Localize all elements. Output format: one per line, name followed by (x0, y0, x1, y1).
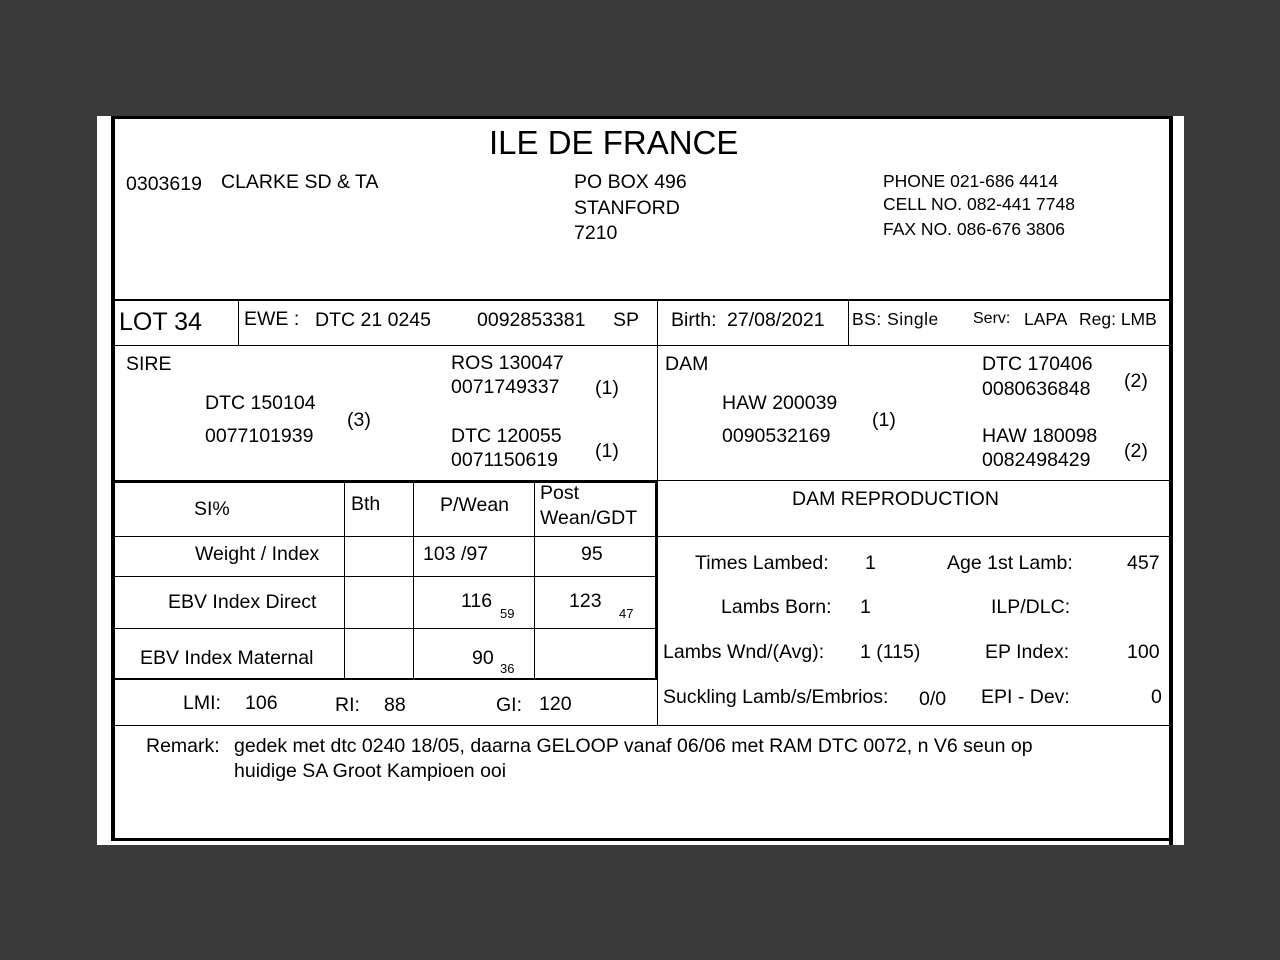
rule-lot-bottom (111, 345, 1173, 346)
dam-sire-number: 0080636848 (982, 378, 1091, 400)
dam-reproduction-title: DAM REPRODUCTION (792, 488, 999, 510)
sire-label: SIRE (126, 353, 172, 375)
sire-dam-number: 0071150619 (451, 449, 559, 471)
age-first-lamb-value: 457 (1127, 552, 1160, 574)
ep-index-label: EP Index: (985, 641, 1070, 663)
weight-index-post: 95 (581, 543, 603, 565)
rule-index-bottom (111, 725, 1173, 726)
divider-reproduction (657, 679, 658, 726)
lambs-born-label: Lambs Born: (721, 596, 832, 618)
rule-weight-bottom (111, 576, 657, 577)
epi-dev-value: 0 (1151, 686, 1162, 708)
ep-index-value: 100 (1127, 641, 1160, 663)
ewe-number: 0092853381 (477, 309, 586, 331)
weight-index-pwean: 103 /97 (423, 543, 489, 565)
sire-sire-number: 0071749337 (451, 376, 560, 398)
suckling-label: Suckling Lamb/s/Embrios: (663, 686, 889, 708)
ebv-direct-label: EBV Index Direct (168, 591, 317, 613)
sire-dam-id: DTC 120055 (451, 425, 562, 447)
frame-top-border (111, 116, 1173, 119)
rule-lot-top (111, 299, 1173, 301)
ewe-label: EWE : (244, 308, 300, 330)
dam-sire-id: DTC 170406 (982, 353, 1093, 375)
remark-line-2: huidige SA Groot Kampioen ooi (234, 760, 507, 782)
fax-number: FAX NO. 086-676 3806 (883, 219, 1065, 239)
dam-number: 0090532169 (722, 425, 831, 447)
address-line-2: STANFORD (574, 197, 680, 219)
rule-maternal-bottom (111, 678, 657, 680)
header-wean-gdt: Wean/GDT (540, 507, 638, 529)
sire-sire-count: (1) (595, 377, 619, 399)
divider-si (344, 481, 345, 678)
dam-sire-count: (2) (1124, 370, 1148, 392)
divider-lot (238, 300, 239, 345)
lmi-value: 106 (245, 692, 278, 714)
ebv-direct-post: 123 (569, 590, 602, 612)
sire-count: (3) (347, 409, 371, 431)
lambs-weaned-value: 1 (115) (860, 641, 921, 663)
rule-direct-bottom (111, 628, 657, 629)
birth-date: 27/08/2021 (727, 309, 825, 331)
frame-right-border (1169, 118, 1173, 845)
ebv-direct-pwean: 116 (461, 590, 493, 612)
sire-dam-count: (1) (595, 440, 619, 462)
divider-post-wean (655, 481, 658, 679)
address-line-1: PO BOX 496 (574, 171, 687, 193)
divider-ewe (657, 300, 658, 345)
dam-label: DAM (665, 353, 709, 375)
times-lambed-value: 1 (865, 552, 876, 574)
ewe-code: SP (613, 309, 640, 331)
remark-line-1: gedek met dtc 0240 18/05, daarna GELOOP vanaf 06/06 met RAM DTC 0072, n V6 seun op (234, 735, 1033, 757)
ri-value: 88 (384, 694, 406, 716)
birth-label: Birth: (671, 309, 717, 331)
serv-label: Serv: (973, 310, 1011, 327)
birth-status: BS: Single (852, 309, 939, 329)
sire-number: 0077101939 (205, 425, 314, 447)
phone-number: PHONE 021-686 4414 (883, 171, 1059, 191)
breeder-name: CLARKE SD & TA (221, 171, 379, 193)
divider-birth (848, 300, 849, 345)
ri-label: RI: (335, 694, 360, 716)
lambs-weaned-label: Lambs Wnd/(Avg): (663, 641, 825, 663)
lambs-born-value: 1 (860, 596, 871, 618)
registration: Reg: LMB (1079, 309, 1157, 329)
times-lambed-label: Times Lambed: (695, 552, 829, 574)
sire-id: DTC 150104 (205, 392, 316, 414)
dam-dam-id: HAW 180098 (982, 425, 1098, 447)
remark-label: Remark: (146, 735, 220, 757)
ebv-maternal-pwean-accuracy: 36 (500, 661, 515, 676)
breed-title: ILE DE FRANCE (489, 124, 739, 161)
header-bth: Bth (351, 493, 381, 515)
dam-dam-count: (2) (1124, 440, 1148, 462)
ebv-direct-post-accuracy: 47 (619, 606, 634, 621)
header-pwean: P/Wean (440, 494, 510, 516)
suckling-value: 0/0 (919, 688, 947, 710)
divider-pedigree (657, 345, 658, 481)
age-first-lamb-label: Age 1st Lamb: (947, 552, 1073, 574)
lot-card (97, 116, 1184, 845)
address-line-3: 7210 (574, 222, 618, 244)
header-post: Post (540, 482, 580, 504)
serv-value: LAPA (1024, 309, 1068, 329)
rule-header-bottom (111, 536, 1173, 537)
dam-count: (1) (872, 409, 896, 431)
frame-bottom-border (111, 838, 1173, 841)
header-si: SI% (194, 498, 230, 520)
divider-bth (413, 481, 414, 678)
weight-index-label: Weight / Index (195, 543, 320, 565)
cell-number: CELL NO. 082-441 7748 (883, 194, 1075, 214)
dam-id: HAW 200039 (722, 392, 838, 414)
breeder-code: 0303619 (126, 173, 202, 195)
gi-label: GI: (496, 694, 523, 716)
ebv-maternal-pwean: 90 (472, 647, 494, 669)
sire-sire-id: ROS 130047 (451, 352, 564, 374)
gi-value: 120 (539, 693, 572, 715)
lmi-label: LMI: (183, 692, 221, 714)
lot-number: LOT 34 (119, 308, 202, 336)
ebv-direct-pwean-accuracy: 59 (500, 606, 515, 621)
divider-pwean (534, 481, 535, 678)
ewe-id: DTC 21 0245 (315, 309, 431, 331)
epi-dev-label: EPI - Dev: (981, 686, 1070, 708)
dam-dam-number: 0082498429 (982, 449, 1091, 471)
ebv-maternal-label: EBV Index Maternal (140, 647, 314, 669)
ilp-dlc-label: ILP/DLC: (991, 596, 1071, 618)
